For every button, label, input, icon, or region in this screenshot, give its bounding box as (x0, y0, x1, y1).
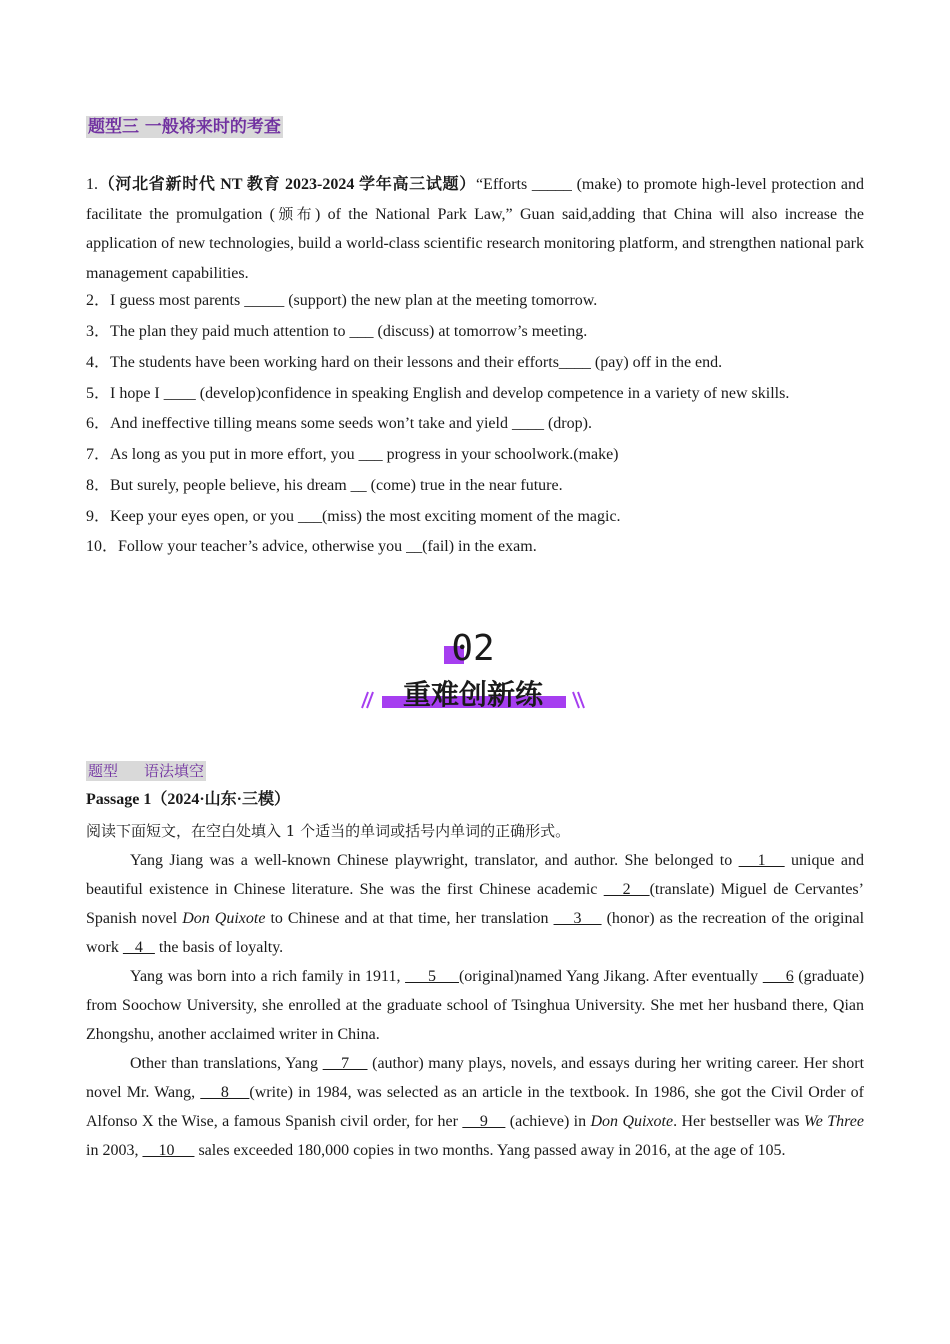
question-8: 8．But surely, people believe, his dream __ (come) true in the near future. (86, 477, 563, 494)
blank-5: 5 (405, 968, 459, 985)
blank-1: 1 (738, 852, 785, 869)
emblem-title: 重难创新练 (402, 678, 544, 711)
passage-instruction: 阅读下面短文，在空白处填入 1 个适当的单词或括号内单词的正确形式。 (86, 822, 571, 840)
sub-title-name: 语法填空 (144, 762, 205, 780)
question-1: 1.（河北省新时代 NT 教育 2023-2024 学年高三试题）“Efforts _____ (make) to promote high-level protection and facilitate the promulgation (颁布) of the National Park Law,” Guan said,adding that China will also increase the application of new technologies, build a world-class scientific research monitoring platform, and strengthen national park management capabilities. (86, 176, 865, 282)
blank-7: 7 (322, 1055, 368, 1072)
blank-9: 9 (462, 1113, 506, 1130)
sub-title (86, 761, 206, 781)
question-5: 5．I hope I ____ (develop)confidence in speaking English and develop competence in a variety of new skills. (86, 385, 790, 402)
blank-2: 2 (603, 881, 650, 898)
question-1-source: （河北省新时代 NT 教育 2023-2024 学年高三试题） (98, 176, 476, 193)
question-1-blank: _____ (531, 176, 572, 193)
sub-title-label: 题型 (88, 762, 119, 780)
passage-heading: Passage 1（2024·山东·三模） (86, 791, 291, 808)
question-2: 2．I guess most parents _____ (support) the new plan at the meeting tomorrow. (86, 292, 598, 309)
passage-paragraph-1: Yang Jiang was a well-known Chinese playwright, translator, and author. She belonged to 1 unique and beautiful existence in Chinese literature. She was the first Chinese academic 2 (translate) Miguel de Cervantes’ Spanish novel Don Quixote to Chinese and at that time, her translation 3 (honor) as the recreation of the original work 4 the basis of loyalty. (86, 852, 865, 956)
question-10: 10．Follow your teacher’s advice, otherwise you __(fail) in the exam. (86, 538, 537, 555)
passage-paragraph-2: Yang was born into a rich family in 1911, 5 (original)named Yang Jikang. After eventually 6 (graduate) from Soochow University, she enrolled at the graduate school of Tsinghua University. She met her husband there, Qian Zhongshu, another acclaimed writer in China. (86, 968, 865, 1043)
question-3: 3．The plan they paid much attention to ___ (discuss) at tomorrow’s meeting. (86, 323, 588, 340)
question-4: 4．The students have been working hard on their lessons and their efforts____ (pay) off in the end. (86, 354, 723, 371)
blank-10: 10 (142, 1142, 195, 1159)
section-title: 题型三 一般将来时的考查 (88, 117, 281, 137)
question-1-gloss: 颁布 (275, 204, 315, 223)
question-9: 9．Keep your eyes open, or you ___(miss) the most exciting moment of the magic. (86, 508, 621, 525)
blank-4: 4 (122, 939, 155, 956)
blank-3: 3 (553, 910, 602, 927)
emblem-number: 02 (451, 628, 495, 669)
section-emblem (358, 624, 588, 714)
question-7: 7．As long as you put in more effort, you ___ progress in your schoolwork.(make) (86, 446, 619, 463)
blank-8: 8 (200, 1084, 250, 1101)
passage-paragraph-3: Other than translations, Yang 7 (author) many plays, novels, and essays during her writing career. Her short novel Mr. Wang, 8 (write) in 1984, was selected as an article in the textbook. In 1986, she got the Civil Order of Alfonso X the Wise, a famous Spanish civil order, for her 9 (achieve) in Don Quixote. Her bestseller was We Three in 2003, 10 sales exceeded 180,000 copies in two months. Yang passed away in 2016, at the age of 105. (86, 1055, 865, 1159)
blank-6: 6 (762, 968, 794, 985)
question-6: 6．And ineffective tilling means some seeds won’t take and yield ____ (drop). (86, 415, 592, 432)
question-1-number: 1. (86, 176, 98, 193)
